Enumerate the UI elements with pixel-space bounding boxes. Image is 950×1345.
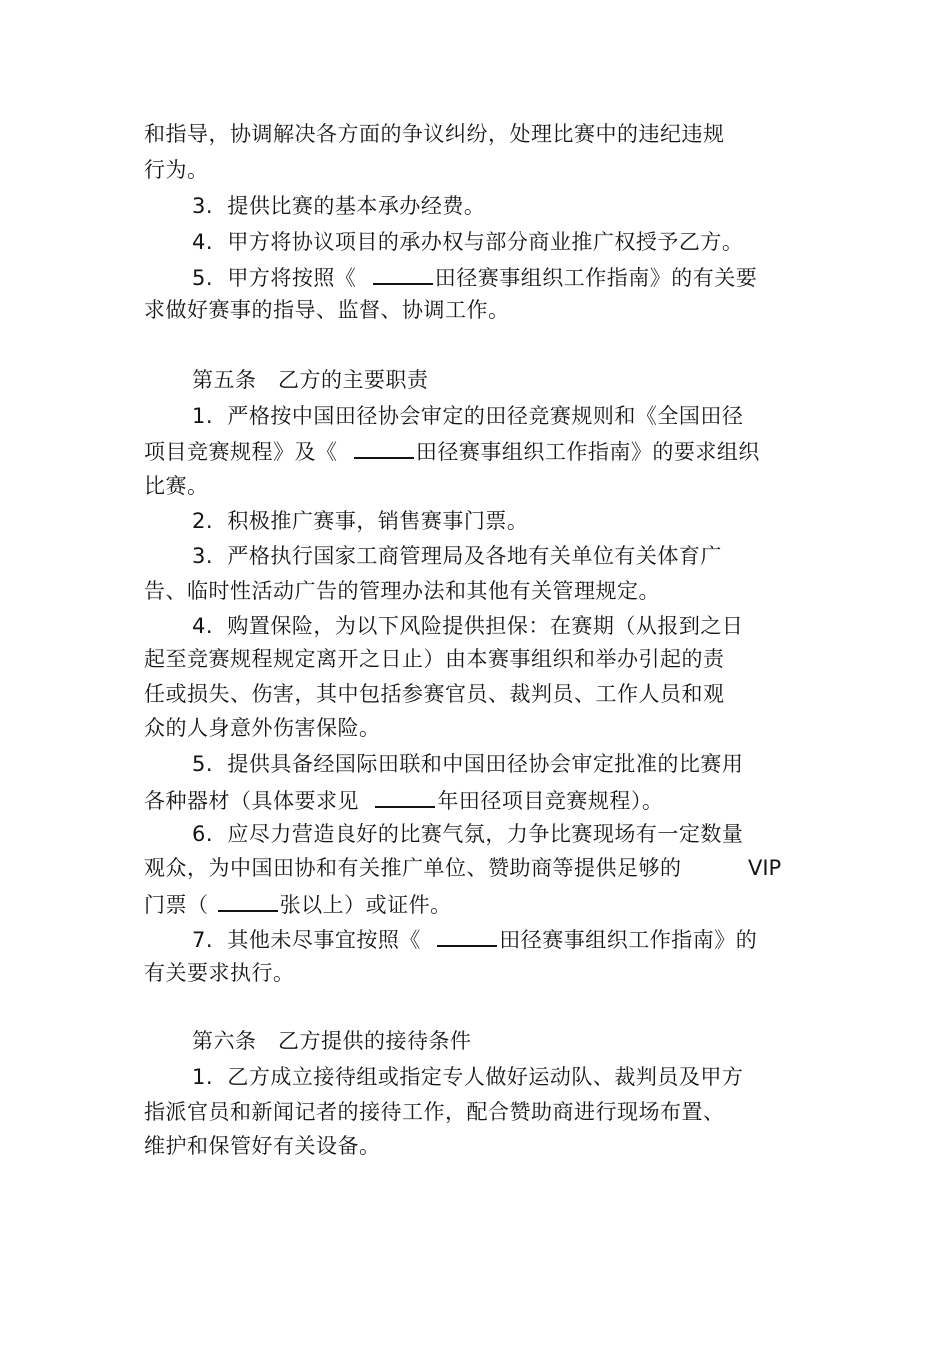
text-segment: 7. 其他未尽事宜按照《 (192, 928, 436, 952)
text-line: 观众，为中国田协和有关推广单位、赞助商等提供足够的 (144, 856, 682, 880)
text-line: 告、临时性活动广告的管理办法和其他有关管理规定。 (144, 579, 660, 603)
text-segment: 门票（ (144, 893, 216, 917)
text-segment: 田径赛事组织工作指南》的 (499, 928, 758, 952)
text-line: 比赛。 (144, 474, 209, 498)
text-line: 指派官员和新闻记者的接待工作，配合赞助商进行现场布置、 (144, 1100, 725, 1124)
text-segment: 各种器材（具体要求见 (144, 789, 374, 813)
fill-in-blank (354, 437, 414, 459)
text-segment: 田径赛事组织工作指南》的要求组织 (415, 440, 760, 464)
text-segment: 田径赛事组织工作指南》的有关要 (434, 266, 758, 290)
list-item-5: 5. 提供具备经国际田联和中国田径协会审定批准的比赛用 (192, 752, 744, 776)
section-heading-6: 第六条 乙方提供的接待条件 (192, 1029, 472, 1053)
text-segment: 项目竞赛规程》及《 (144, 440, 352, 464)
text-line: 和指导，协调解决各方面的争议纠纷，处理比赛中的违纪违规 (144, 122, 725, 146)
vip-text: VIP (748, 856, 782, 880)
list-item-4: 4. 甲方将协议项目的承办权与部分商业推广权授予乙方。 (192, 230, 744, 254)
text-segment: 年田径项目竞赛规程）。 (437, 789, 664, 813)
text-line: 起至竞赛规程规定离开之日止）由本赛事组织和举办引起的责 (144, 647, 725, 671)
text-segment: 张以上）或证件。 (279, 893, 452, 917)
text-line (144, 890, 452, 918)
text-line: 求做好赛事的指导、监督、协调工作。 (144, 298, 510, 322)
list-item-4: 4. 购置保险，为以下风险提供担保：在赛期（从报到之日 (192, 614, 744, 638)
text-line (144, 437, 760, 465)
list-item-6: 6. 应尽力营造良好的比赛气氛，力争比赛现场有一定数量 (192, 822, 744, 846)
text-line: 众的人身意外伤害保险。 (144, 716, 381, 740)
section-heading-5: 第五条 乙方的主要职责 (192, 368, 429, 392)
list-item-1: 1. 乙方成立接待组或指定专人做好运动队、裁判员及甲方 (192, 1065, 744, 1089)
fill-in-blank (437, 925, 497, 947)
text-segment: 5. 甲方将按照《 (192, 266, 371, 290)
fill-in-blank (375, 786, 435, 808)
text-line: 任或损失、伤害，其中包括参赛官员、裁判员、工作人员和观 (144, 682, 725, 706)
fill-in-blank (373, 263, 433, 285)
text-line: 有关要求执行。 (144, 961, 295, 985)
list-item-5 (192, 263, 757, 291)
list-item-7 (192, 925, 757, 953)
list-item-1: 1. 严格按中国田径协会审定的田径竞赛规则和《全国田径 (192, 404, 744, 428)
text-line: 行为。 (144, 158, 209, 182)
list-item-3: 3. 提供比赛的基本承办经费。 (192, 194, 486, 218)
list-item-3: 3. 严格执行国家工商管理局及各地有关单位有关体育广 (192, 544, 722, 568)
text-line (144, 786, 663, 814)
list-item-2: 2. 积极推广赛事，销售赛事门票。 (192, 509, 529, 533)
text-line: 维护和保管好有关设备。 (144, 1134, 381, 1158)
fill-in-blank (218, 890, 278, 912)
